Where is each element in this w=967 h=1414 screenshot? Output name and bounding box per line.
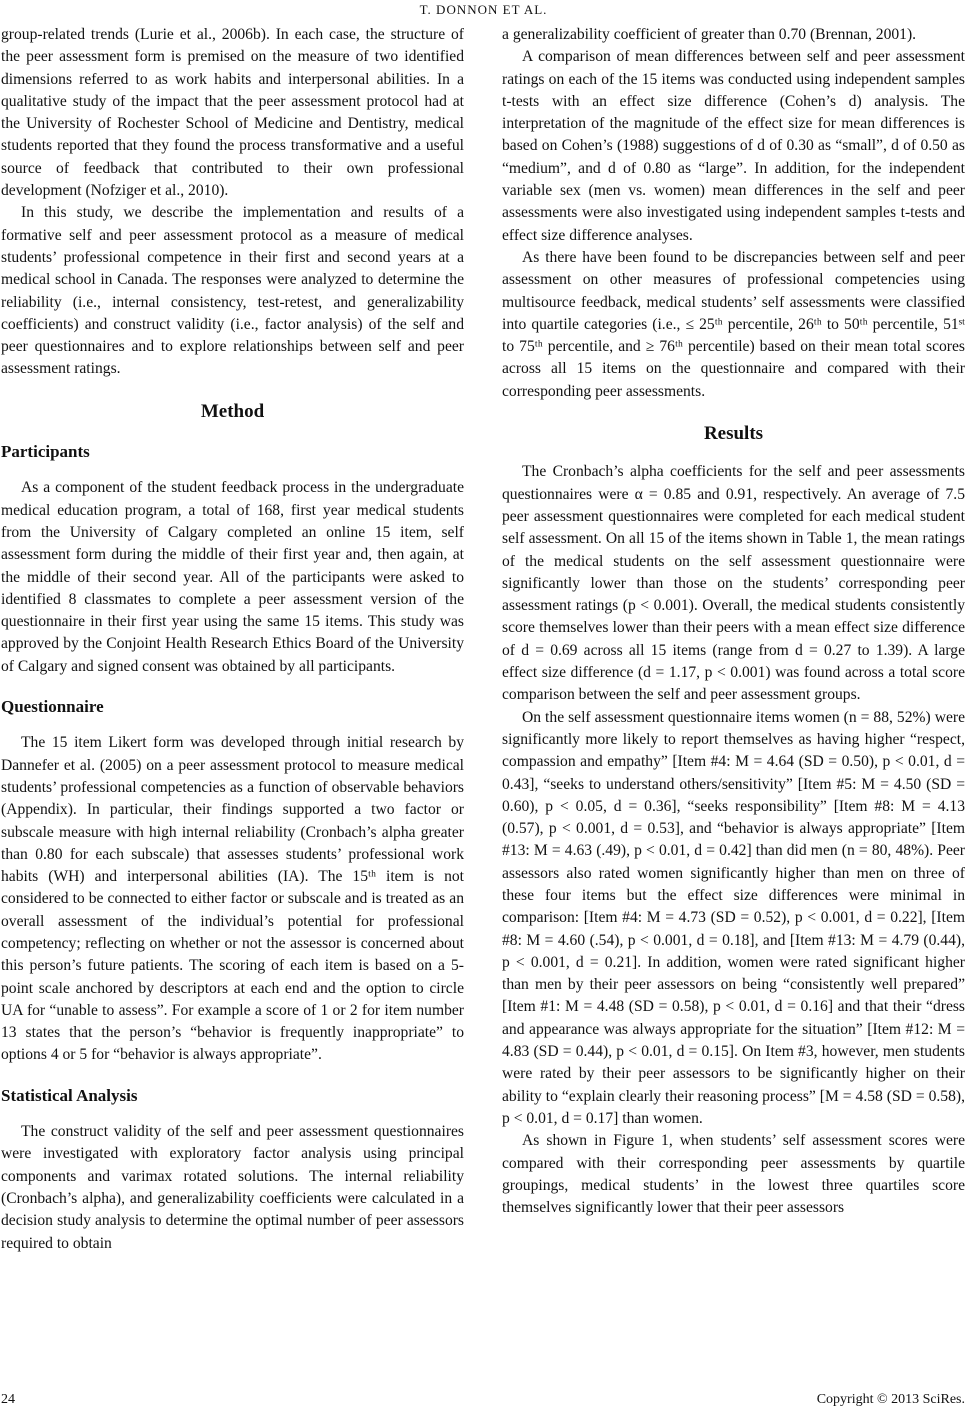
- paragraph: The 15 item Likert form was developed through initial research by Dannefer et al. (2005) on a peer assessment protocol to measure medical students’ professional competencies as a function of observable behaviors (Appendix). In particular, their findings supported a two factor or subscale measure with high internal reliability (Cronbach’s alpha greater than 0.80 for each subscale) that assesses students’ professional work habits (WH) and interpersonal abilities (IA). The 15ᵗʰ item is not considered to be connected to either factor or subscale and is treated as an overall assessment of the individual’s potential for professional competency; reflecting on whether or not the assessor is concerned about this person’s future patients. The scoring of each item is based on a 5-point scale anchored by descriptors at each end and the option to circle UA for “unable to assess”. For example a score of 1 or 2 for item number 13 states that the person’s “behavior is frequently inappropriate” to options 4 or 5 for “behavior is always appropriate”.: [1, 734, 464, 1064]
- copyright: Copyright © 2013 SciRes.: [816, 1392, 965, 1407]
- right-column: [502, 24, 965, 1219]
- paragraph: As shown in Figure 1, when students’ self assessment scores were compared with their corresponding peer assessments by quartile groupings, medical students’ in the lowest three quartiles score themselves significantly lower that their peer assessors: [502, 1132, 965, 1217]
- paragraph: As there have been found to be discrepancies between self and peer assessment on other measures of professional competencies using multisource feedback, medical students’ self assessments were classified into quartile categories (i.e., ≤ 25ᵗʰ percentile, 26ᵗʰ to 50ᵗʰ percentile, 51ˢᵗ to 75ᵗʰ percentile, and ≥ 76ᵗʰ percentile) based on their mean total scores across all 15 items on the questionnaire and compared with their corresponding peer assessments.: [502, 248, 965, 400]
- page-number: 24: [1, 1392, 15, 1407]
- paragraph: group-related trends (Lurie et al., 2006b). In each case, the structure of the peer assessment form is premised on the measure of two identified dimensions referred to as work habits and interpersonal abilities. In a qualitative study of the impact that the peer assessment protocol had at the University of Rochester School of Medicine and Dentistry, medical students reported that they found the process transformative and a useful source of feedback that contributed to their own professional development (Nofziger et al., 2010).: [1, 26, 464, 200]
- subsection-heading-statistical-analysis: Statistical Analysis: [1, 1085, 138, 1105]
- paragraph: The construct validity of the self and peer assessment questionnaires were investigated with exploratory factor analysis using principal components and varimax rotated solutions. The internal reliability (Cronbach’s alpha), and generalizability coefficients were calculated in a decision study analysis to determine the optimal number of peer assessors required to obtain: [1, 1123, 464, 1252]
- section-heading-method: Method: [200, 400, 265, 422]
- paragraph: As a component of the student feedback process in the undergraduate medical education program, a total of 168, first year medical students from the University of Calgary completed an online 15 item, self assessment form during the middle of their first year and, then again, at the middle of their second year. All of the participants were asked to identified 8 classmates to complete a peer assessment version of the questionnaire in their first year using the same 15 items. This study was approved by the Conjoint Health Research Ethics Board of the University of Calgary and signed consent was obtained by all participants.: [1, 479, 464, 675]
- paragraph: In this study, we describe the implementation and results of a formative self and peer assessment protocol as a measure of medical students’ professional competence in their first and second years at a medical school in Canada. The responses were analyzed to determine the reliability (i.e., internal consistency, test-retest, and generalizability coefficients) and construct validity (i.e., factor analysis) of the self and peer questionnaires and to explore relationships between self and peer assessment ratings.: [1, 204, 464, 378]
- left-column: [1, 24, 464, 1255]
- paragraph: A comparison of mean differences between self and peer assessment ratings on each of the 15 items was conducted using independent samples t-tests with an effect size difference (Cohen’s d) analysis. The interpretation of the magnitude of the effect size for mean differences is based on Cohen’s (1988) suggestions of d of 0.30 as “small”, d of 0.50 as “medium”, and d of 0.80 as “large”. In addition, for the independent variable sex (men vs. women) mean differences in the self and peer assessments were also investigated using independent samples t-tests and effect size difference analyses.: [502, 48, 965, 244]
- paragraph: a generalizability coefficient of greater than 0.70 (Brennan, 2001).: [502, 26, 917, 43]
- paragraph: On the self assessment questionnaire items women (n = 88, 52%) were significantly more likely to report themselves as having higher “respect, compassion and empathy” [Item #4: M = 4.64 (SD = 0.50), p < 0.01, d = 0.43], “seeks to understand others/sensitivity” [Item #5: M = 4.50 (SD = 0.60), p < 0.05, d = 0.36], “seeks responsibility” [Item #8: M = 4.13 (0.57), p < 0.001, d = 0.53], and “behavior is always appropriate” [Item #13: M = 4.63 (.49), p < 0.01, d = 0.42] than did men (n = 80, 48%). Peer assessors also rated women significantly higher than men on three of these four items but the effect size differences were minimal in comparison: [Item #4: M = 4.73 (SD = 0.52), p < 0.001, d = 0.22], [Item #8: M = 4.60 (.54), p < 0.001, d = 0.18], and [Item #13: M = 4.79 (0.44), p < 0.001, d = 0.21]. In addition, women were rated significant higher than men by their peer assessors on being “consistently well prepared” [Item #1: M = 4.48 (SD = 0.58), p < 0.01, d = 0.16] and that their “dress and appearance was always appropriate for the situation” [Item #12: M = 4.83 (SD = 0.44), p < 0.01, d = 0.15]. On Item #3, however, men students were rated by their peer assessors to be significantly higher on their ability to “explain clearly their reasoning process” [M = 4.58 (SD = 0.58), p < 0.01, d = 0.17] than women.: [502, 708, 965, 1127]
- running-head: T. DONNON ET AL.: [419, 2, 548, 17]
- paragraph: The Cronbach’s alpha coefficients for the self and peer assessments questionnaires were α = 0.85 and 0.91, respectively. An average of 7.5 peer assessment questionnaires were completed for each medical student self assessment. On all 15 of the items shown in Table 1, the mean ratings of the medical students on the self assessment questionnaire were significantly lower than those on the students’ corresponding peer assessment ratings (p < 0.001). Overall, the medical students consistently score themselves lower than their peers with a mean effect size difference of d = 0.69 across all 15 items (range from d = 0.27 to 1.39). A large effect size difference (d = 1.17, p < 0.001) was found across a total score comparison between the self and peer assessment groups.: [502, 463, 965, 704]
- subsection-heading-participants: Participants: [1, 442, 90, 462]
- section-heading-results: Results: [703, 423, 764, 445]
- subsection-heading-questionnaire: Questionnaire: [1, 697, 104, 717]
